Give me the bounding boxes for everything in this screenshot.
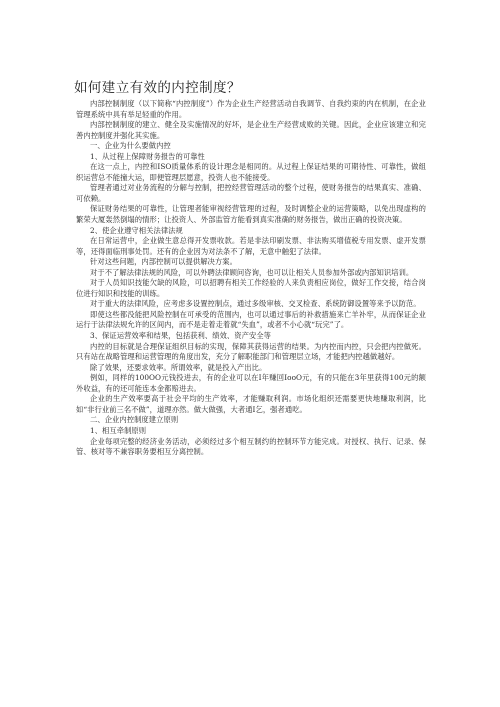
paragraph: 内部控制制度（以下简称“内控制度”）作为企业生产经营活动自我调节、自我约束的内在机制，在企业管理系统中具有举足轻重的作用。 [76,99,426,119]
section-heading: 二、企业内控制度建立原则 [90,415,179,425]
paragraph: 企业每项完整的经济业务活动，必须经过多个相互制约的控制环节方能完成。对授权、执行、记录、保管、核对等不兼容职务要相互分离控制。 [76,436,426,457]
paragraph: 除了效果，还要求效率。所谓效率，就是投入产出比。 [90,362,267,372]
paragraph: 管理者通过对业务流程的分解与控制，把控经营管理活动的整个过程，使财务报告的结果真实、准确、可依赖。 [76,183,426,203]
paragraph: 保证财务结果的可靠性，让管理者能审视经营管理的过程，及时调整企业的运营策略，以免出现虚构的繁荣大厦轰然倒塌的情形；让投资人、外部监管方能看到真实准确的财务报告，做出正确的投资决策。 [76,204,426,225]
paragraph: 对于重大的法律风险，应考虑多设置控制点，通过多级审核、交叉检查、系统防御设置等来予以防范。 [90,299,421,309]
section-heading: 一、企业为什么要做内控 [90,141,171,151]
subsection-heading: 3、保证运营效率和结果，包括获利、绩效、资产安全等 [90,331,272,341]
subsection-heading: 2、使企业遵守相关法律法规 [90,225,183,235]
paragraph: 即使这些都没能把风险控制在可承受的范围内，也可以通过事后的补救措施来亡羊补牢，从而保证企业运行于法律法规允许的区间内，而不是走着走着就“失血”，或者不小心就“玩完”了。 [76,309,426,330]
document-body [76,99,426,458]
paragraph: 例如，同样的100OO元钱投进去，有的企业可以在Ⅰ年赚回IooO元，有的只能在3年里获得100元的额外收益，有的还可能连本金都赔进去。 [76,373,426,393]
subsection-heading: 1、相互牵制原则 [90,425,147,435]
paragraph: 在这一点上，内控和ISO质量体系的设计理念是相同的。从过程上保证结果的可期待性、可靠性，做组织运营总不能撞大运，即便管理层愿意，投资人也不能接受。 [76,162,426,182]
paragraph: 在日常运营中，企业做生意总得开发票收款。若是非法印刷发票、非法购买增值税专用发票、虚开发票等，还得面临刑事处罚。还有的企业因为对法条不了解，无意中触犯了法律。 [76,236,426,256]
paragraph: 内控的目标就是合理保证组织目标的实现，保障其获得运营的结果。为内控而内控，只会把内控做死。只有站在战略管理和运营管理的角度出发，充分了解职能部门和管理层立场，才能把内控越做越好。 [76,341,426,362]
subsection-heading: 1、从过程上保障财务报告的可靠性 [90,151,205,161]
paragraph: 对于人员知识技能欠缺的风险，可以招聘有相关工作经验的人来负责相应岗位，做好工作交接，结合岗位进行知识和技能的训练。 [76,278,426,298]
paragraph: 企业的生产效率要高于社会平均的生产效率，才能赚取利润。市场化组织还需要更快地赚取利润，比如“非行业前三名不做”，道理亦然。做大做强，大者通Ⅰ乞，强者通吃。 [76,394,426,414]
paragraph: 内部控制制度的建立、健全及实施情况的好坏，是企业生产经营成败的关键。因此，企业应该建立和完善内控制度并强化其实施。 [76,120,426,140]
paragraph: 针对这些问题，内部控制可以提供解决方案。 [90,257,237,267]
document-title: 如何建立有效的内控制度？ [74,80,241,96]
paragraph: 对于不了解法律法规的风险，可以外聘法律顾问咨询，也可以让相关人员参加外部或内部知识培训。 [90,267,414,277]
